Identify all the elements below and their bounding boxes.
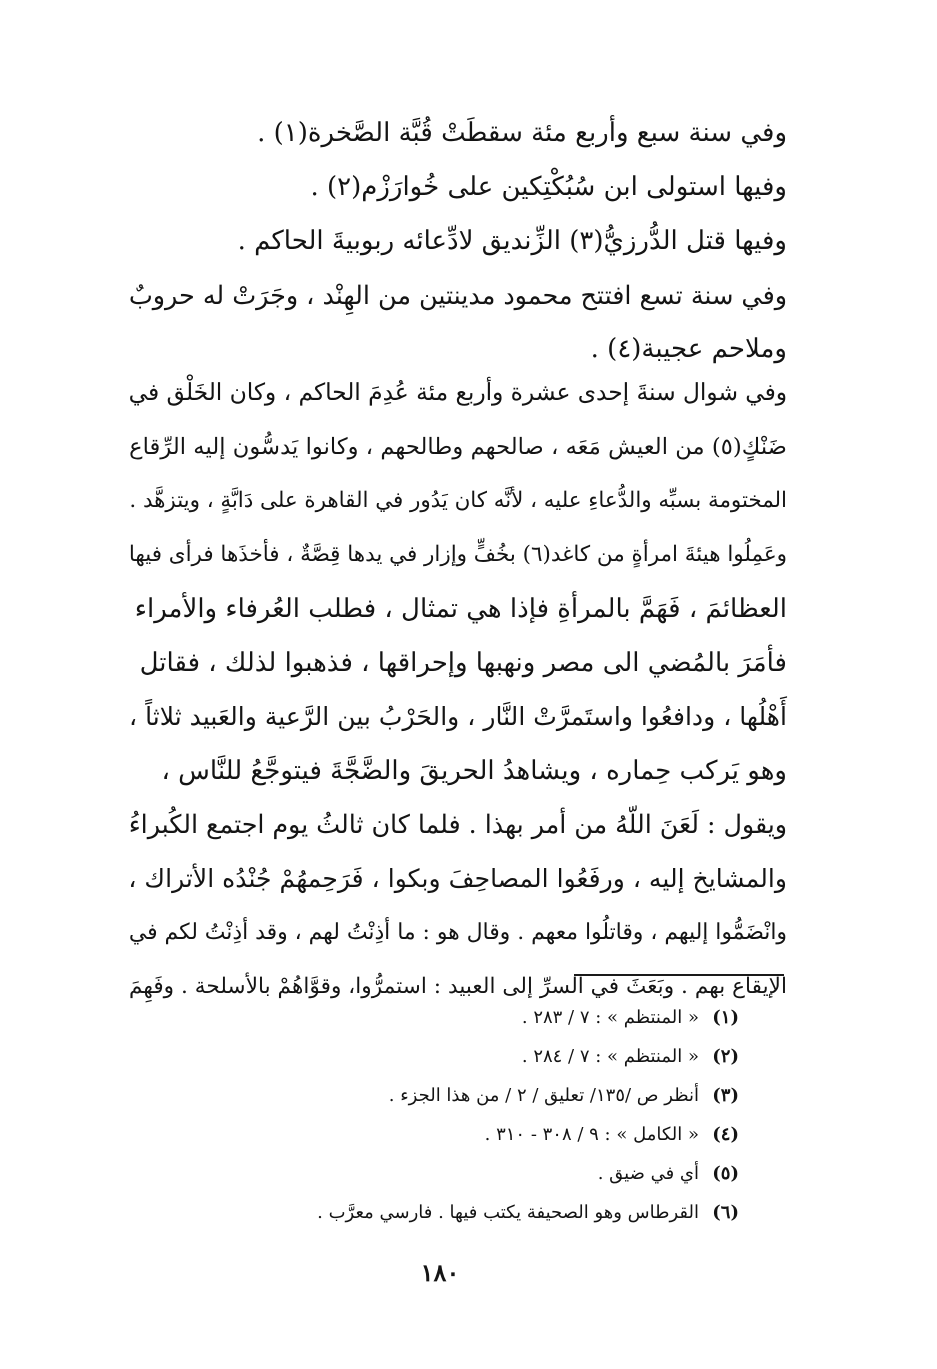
footnote-number: (٦) (712, 1202, 739, 1223)
text-line: وعَمِلُوا هيئةَ امرأةٍ من كاغد(٦) بخُفٍّ وإزار في يدها قِصَّةٌ ، فأخذَها فرأى فيها (128, 542, 787, 567)
text-line: وفيها استولى ابن سُبُكْتِكين على خُوارَزْم(٢) . (310, 172, 787, 202)
footnote (179, 1154, 739, 1193)
paragraph-group-top (115, 106, 787, 376)
text-line: وفي شوال سنةَ إحدى عشرة وأربع مئة عُدِمَ الحاكم ، وكان الخَلْق في (128, 379, 787, 406)
page-number: ١٨٠ (420, 1258, 460, 1287)
text-line: أَهْلُها ، ودافعُوا واستَمرَّتْ النَّار ، والحَرْبُ بين الرَّعية والعَبيد ثلاثاً ، (129, 702, 787, 731)
footnote-text: القرطاس وهو الصحيفة يكتب فيها . فارسي معرَّب . (317, 1202, 699, 1223)
footnotes (179, 998, 739, 1232)
text-line: الإيقاع بهم . وبَعَثَ في السرِّ إلى العبيد : استمرُّوا، وقوَّاهُمْ بالأسلحة . وفَهِمَ (128, 974, 787, 999)
text-line: وفي سنة سبع وأربع مئة سقطَتْ قُبَّة الصَّخرة(١) . (257, 118, 787, 148)
footnote (179, 1076, 739, 1115)
footnote-text: أي في ضيق . (597, 1163, 699, 1184)
text-line: وانْضَمُّوا إليهم ، وقاتلُوا معهم . وقال هو : ما أذِنْتُ لهم ، وقد أذِنْتُ لكم في (128, 920, 787, 945)
footnote (179, 1115, 739, 1154)
footnote-number: (٥) (712, 1163, 739, 1184)
text-line: ضَنْكٍ(٥) من العيش مَعَه ، صالحهم وطالحهم ، وكانوا يَدسُّون إليه الرِّقاع (129, 434, 787, 460)
paragraph-main (115, 366, 787, 1014)
footnote (179, 1193, 739, 1232)
text-line: ويقول : لَعَنَ اللّهُ من أمر بهذا . فلما كان ثالثُ يوم اجتمع الكُبراءُ (128, 810, 787, 839)
text-line: وفيها قتل الدُّرزيُّ(٣) الزِّنديق لادِّعائه ربوبيةَ الحاكم . (237, 226, 787, 256)
footnote-text: « المنتظم » : ٧ / ٢٨٤ . (521, 1046, 699, 1067)
footnote (179, 998, 739, 1037)
text-line: فأمَرَ بالمُضي الى مصر ونهبها وإحراقها ، فذهبوا لذلك ، فقاتل (139, 648, 787, 678)
text-line: العظائمَ ، فَهَمَّ بالمرأةِ فإذا هي تمثال ، فطلب العُرفاء والأمراء (134, 594, 787, 624)
footnote-number: (١) (712, 1007, 739, 1028)
footnote-text: « المنتظم » : ٧ / ٢٨٣ . (521, 1007, 699, 1028)
footnote-number: (٤) (712, 1124, 739, 1145)
text-line: وملاحم عجيبة(٤) . (590, 334, 787, 364)
footnote-divider (574, 974, 784, 976)
text-line: والمشايخ إليه ، ورفَعُوا المصاحِفَ وبكوا ، فَرَحِمهُمْ جُنْدُه الأتراك ، (128, 864, 787, 893)
footnote-text: أنظر ص /١٣٥/ تعليق / ٢ / من هذا الجزء . (388, 1085, 699, 1106)
text-line: وهو يَركب حِماره ، ويشاهدُ الحريقَ والضَّجَّةَ فيتوجَّعُ للنَّاس ، (161, 756, 787, 786)
footnote (179, 1037, 739, 1076)
footnote-text: « الكامل » : ٩ / ٣٠٨ - ٣١٠ . (484, 1124, 699, 1145)
footnote-number: (٣) (712, 1085, 739, 1106)
text-line: المختومة بسبِّه والدُّعاءِ عليه ، لأنَّه كان يَدُور في القاهرة على دَابَّةٍ ، ويتزهَّد . (129, 488, 787, 513)
text-line: وفي سنة تسع افتتح محمود مدينتين من الهِنْد ، وجَرَتْ له حروبٌ (128, 280, 787, 310)
footnote-number: (٢) (712, 1046, 739, 1067)
